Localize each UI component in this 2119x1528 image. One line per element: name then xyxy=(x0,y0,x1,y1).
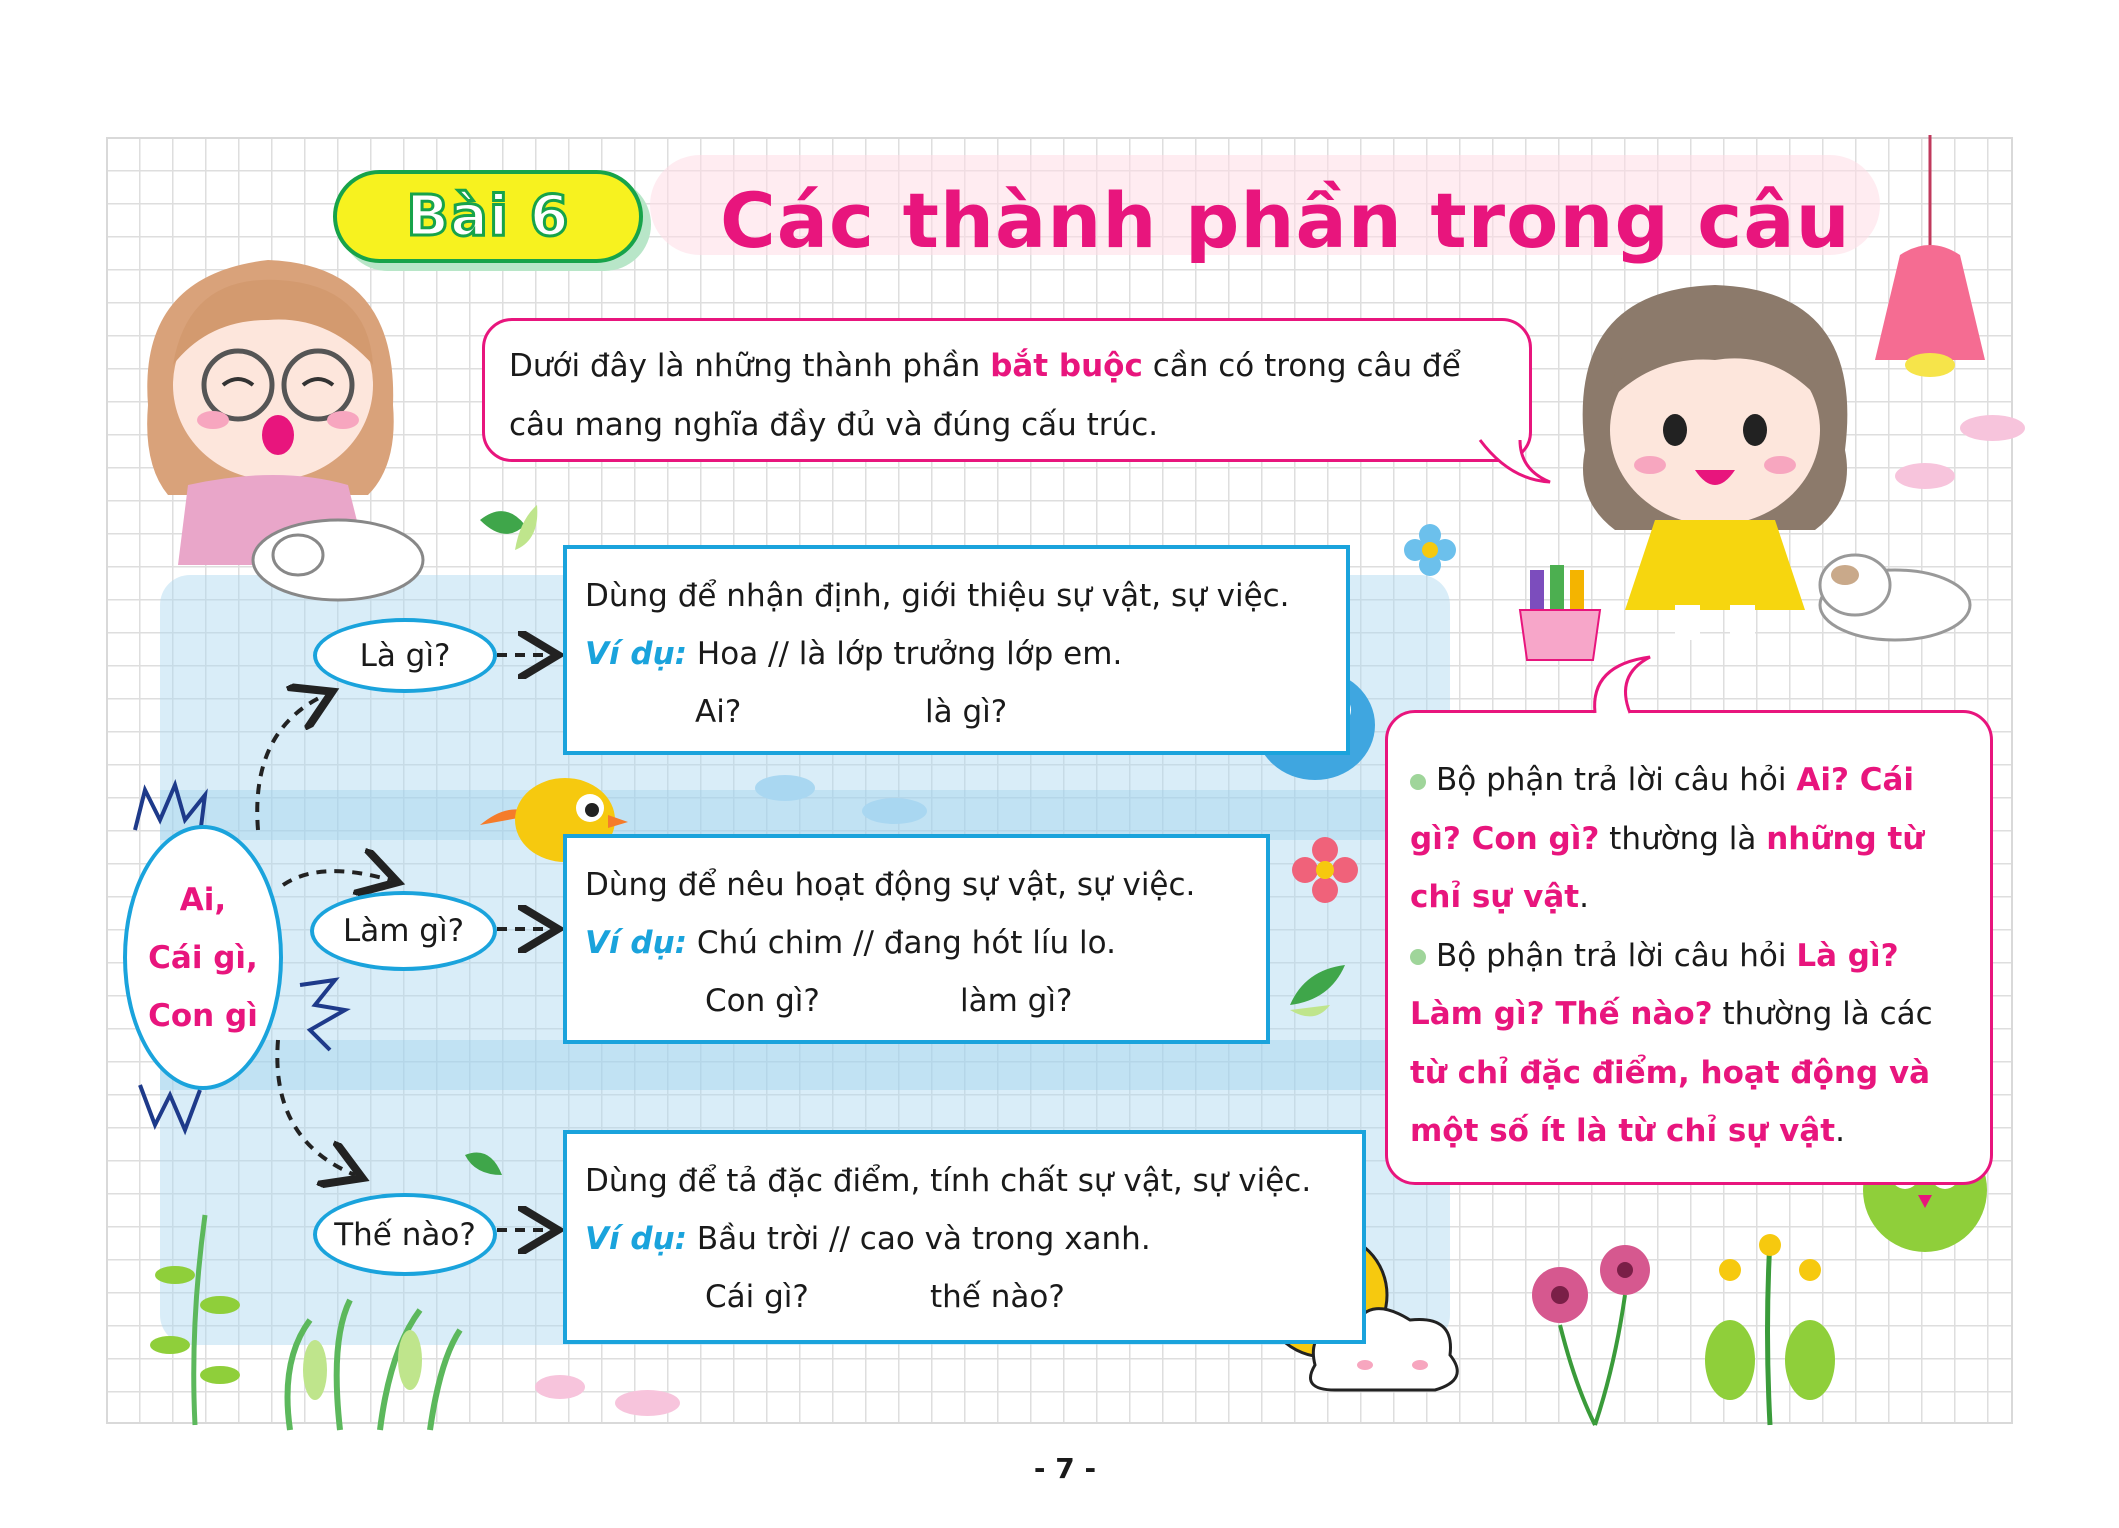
box-example: Ví dụ: Bầu trời // cao và trong xanh. xyxy=(585,1221,1151,1257)
question-lam-gi: Làm gì? xyxy=(310,891,497,971)
box-tags: Con gì? làm gì? xyxy=(705,983,1073,1019)
note-1-line-1: Bộ phận trả lời câu hỏi Ai? Cái xyxy=(1410,751,1966,810)
note-2-line-4: một số ít là từ chỉ sự vật. xyxy=(1410,1113,1845,1149)
lesson-badge-text: Bài 6 xyxy=(406,184,570,249)
box-tags: Cái gì? thế nào? xyxy=(705,1279,1065,1315)
center-line-1: Ai, xyxy=(179,881,227,918)
note-2-line-2: Làm gì? Thế nào? thường là các xyxy=(1410,996,1933,1032)
explanation-box-the-nao xyxy=(563,1130,1366,1344)
box-example: Ví dụ: Chú chim // đang hót líu lo. xyxy=(585,925,1116,961)
note-2-line-3: từ chỉ đặc điểm, hoạt động và xyxy=(1410,1054,1931,1091)
question-the-nao: Thế nào? xyxy=(313,1193,497,1276)
intro-line-2: câu mang nghĩa đầy đủ và đúng cấu trúc. xyxy=(509,407,1159,443)
question-la-gi: Là gì? xyxy=(313,618,497,693)
box-tags: Ai? là gì? xyxy=(695,694,1008,730)
box-desc: Dùng để tả đặc điểm, tính chất sự vật, sự việc. xyxy=(585,1163,1312,1199)
center-line-2: Cái gì, xyxy=(148,939,258,976)
box-desc: Dùng để nhận định, giới thiệu sự vật, sự việc. xyxy=(585,578,1290,614)
center-line-3: Con gì xyxy=(148,997,258,1034)
note-2-line-1: Bộ phận trả lời câu hỏi Là gì? xyxy=(1410,927,1966,986)
box-desc: Dùng để nêu hoạt động sự vật, sự việc. xyxy=(585,867,1196,903)
note-1-line-3: chỉ sự vật. xyxy=(1410,879,1589,915)
box-example: Ví dụ: Hoa // là lớp trưởng lớp em. xyxy=(585,636,1123,672)
page-number: - 7 - xyxy=(1033,1452,1097,1485)
notes-box xyxy=(1385,710,1993,1185)
notes-bubble-tail xyxy=(1590,655,1680,715)
note-1-line-2: gì? Con gì? thường là những từ xyxy=(1410,820,1925,857)
page-title: Các thành phần trong câu xyxy=(720,176,1851,265)
intro-line-1: Dưới đây là những thành phần bắt buộc cần có trong câu để xyxy=(509,348,1461,384)
explanation-box-lam-gi xyxy=(563,834,1270,1044)
explanation-box-la-gi xyxy=(563,545,1350,755)
